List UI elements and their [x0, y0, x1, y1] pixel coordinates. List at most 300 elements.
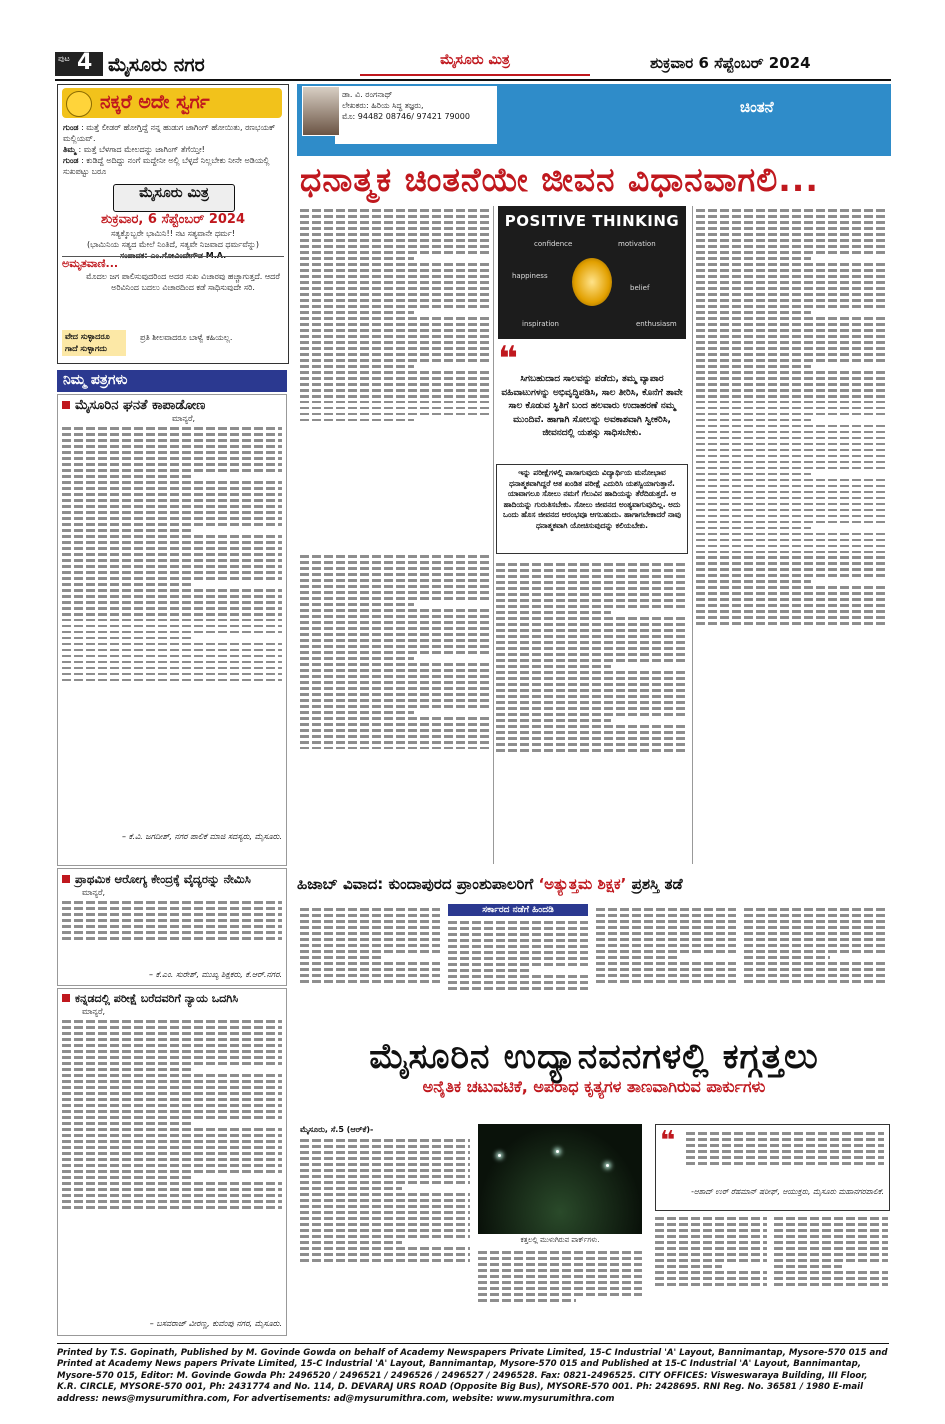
image-word: inspiration	[522, 320, 559, 328]
text-line	[62, 463, 282, 466]
text-line	[655, 1217, 767, 1220]
text-line	[62, 475, 194, 478]
article-body-col1	[300, 206, 490, 546]
letter-body	[62, 1017, 282, 1319]
text-line	[744, 950, 888, 953]
letter-signature: – ಕೆ.ವಿ. ಜಗದೀಶ್, ನಗರ ಪಾಲಿಕೆ ಮಾಜಿ ಸದಸ್ಯರು, ಮೈಸೂರು.	[122, 832, 282, 841]
gardens-dateline: ಮೈಸೂರು, ಸೆ.5 (ಆರ್‌ಕೆ)-	[300, 1125, 374, 1134]
text-line	[596, 968, 736, 971]
text-line	[300, 591, 490, 594]
joke-row	[63, 144, 283, 155]
text-line	[496, 635, 688, 638]
text-line	[62, 1176, 194, 1179]
gardens-body-col3	[655, 1214, 767, 1336]
text-line	[496, 629, 688, 632]
text-line	[696, 329, 888, 332]
text-line	[478, 1281, 642, 1284]
text-line	[696, 610, 888, 613]
text-line	[655, 1241, 767, 1244]
text-line	[62, 673, 282, 676]
hijab-subhead	[448, 904, 588, 916]
masthead-date: ಶುಕ್ರವಾರ, 6 ಸೆಪ್ಟೆಂಬರ್ 2024	[100, 212, 246, 227]
text-line	[62, 1200, 282, 1203]
joke-speaker: ತಿಮ್ಮ	[63, 145, 76, 154]
text-line	[744, 956, 830, 959]
text-line	[62, 523, 282, 526]
text-line	[62, 1146, 282, 1149]
text-line	[300, 323, 490, 326]
text-line	[496, 713, 688, 716]
text-line	[62, 1068, 194, 1071]
text-line	[62, 931, 282, 934]
text-line	[300, 974, 440, 977]
amritavani-box	[62, 256, 284, 317]
text-line	[744, 938, 888, 941]
text-line	[300, 365, 414, 368]
proverb-box	[62, 330, 284, 358]
lamp-icon	[556, 1150, 559, 1153]
text-line	[696, 359, 888, 362]
hijab-subhead-text: ಸರ್ಕಾರದ ನಡೆಗೆ ಹಿಂದಡಿ	[448, 904, 588, 916]
text-line	[62, 481, 282, 484]
letter-3	[57, 988, 287, 1336]
text-line	[496, 731, 688, 734]
lamp-icon	[606, 1164, 609, 1167]
text-line	[496, 617, 688, 620]
text-line	[686, 1138, 884, 1141]
letter-salutation: ಮಾನ್ಯರೆ,	[82, 1007, 106, 1016]
text-line	[696, 598, 888, 601]
text-line	[62, 457, 282, 460]
text-line	[496, 653, 688, 656]
hijab-headline	[297, 875, 891, 899]
park-photo-caption: ಕತ್ತಲಲ್ಲಿ ಮುಳುಗಿರುವ ಪಾರ್ಕ್‌ಗಳು.	[520, 1236, 600, 1244]
text-line	[62, 505, 282, 508]
text-line	[300, 1169, 470, 1172]
letter-body	[62, 898, 282, 970]
text-line	[300, 383, 490, 386]
text-line	[596, 974, 736, 977]
text-line	[300, 681, 490, 684]
text-line	[62, 619, 282, 622]
text-line	[62, 1170, 282, 1173]
text-line	[696, 281, 888, 284]
text-line	[774, 1217, 888, 1220]
commissioner-quote-body	[686, 1129, 884, 1187]
text-line	[448, 945, 588, 948]
text-line	[300, 293, 490, 296]
quote-mark-icon: ❝	[498, 339, 518, 379]
text-line	[300, 413, 490, 416]
text-line	[696, 551, 888, 554]
text-line	[300, 1217, 470, 1220]
joke-row	[63, 122, 283, 144]
text-line	[300, 645, 490, 648]
text-line	[478, 1263, 642, 1266]
text-line	[300, 980, 440, 983]
text-line	[62, 1164, 282, 1167]
text-line	[774, 1241, 888, 1244]
text-line	[300, 281, 490, 284]
text-line	[300, 675, 490, 678]
text-line	[300, 407, 490, 410]
text-line	[300, 299, 490, 302]
text-line	[448, 927, 588, 930]
text-line	[448, 951, 588, 954]
text-line	[448, 957, 588, 960]
text-line	[300, 651, 490, 654]
letter-signature: – ಕೆ.ಎಂ. ಸುರೇಶ್, ಮುಖ್ಯ ಶಿಕ್ಷಕರು, ಕೆ.ಆರ್.ನಗರ.	[149, 970, 282, 979]
text-line	[496, 737, 688, 740]
letters-banner-title: ನಿಮ್ಮ ಪತ್ರಗಳು	[63, 372, 128, 388]
text-line	[596, 908, 736, 911]
text-line	[696, 353, 888, 356]
image-word: confidence	[534, 240, 573, 248]
text-line	[300, 263, 490, 266]
text-line	[596, 926, 736, 929]
text-line	[696, 323, 888, 326]
commissioner-quote-signature: -ಆಶಾದ್ ಉರ್ ರೆಹಮಾನ್ ಷರೀಫ್, ಆಯುಕ್ತರು, ಮೈಸೂರು ಮಹಾನಗರಪಾಲಿಕೆ.	[691, 1187, 884, 1196]
text-line	[62, 1026, 282, 1029]
text-line	[300, 717, 490, 720]
text-line	[62, 1032, 282, 1035]
gardens-subhead: ಅನೈತಿಕ ಚಟುವಟಿಕೆ, ಅಪರಾಧ ಕೃತ್ಯಗಳ ತಾಣವಾಗಿರುವ ಪಾರ್ಕುಗಳು	[422, 1077, 766, 1096]
page-number-box	[55, 52, 103, 76]
text-line	[300, 1229, 470, 1232]
text-line	[300, 657, 414, 660]
text-line	[496, 671, 688, 674]
text-line	[696, 485, 888, 488]
text-line	[62, 529, 194, 532]
text-line	[696, 556, 888, 559]
text-line	[300, 1235, 470, 1238]
text-line	[62, 1098, 282, 1101]
text-line	[62, 1140, 282, 1143]
text-line	[62, 901, 282, 904]
text-line	[596, 950, 736, 953]
hijab-body-col3	[596, 905, 736, 1033]
text-line	[62, 541, 282, 544]
text-line	[62, 517, 282, 520]
text-line	[744, 980, 888, 983]
text-line	[62, 547, 282, 550]
text-line	[300, 1139, 470, 1142]
text-line	[62, 1050, 282, 1053]
text-line	[696, 395, 888, 398]
text-line	[744, 920, 888, 923]
text-line	[300, 609, 490, 612]
text-line	[696, 491, 888, 494]
text-line	[62, 571, 282, 574]
text-line	[62, 1194, 282, 1197]
text-line	[300, 627, 490, 630]
text-line	[478, 1269, 642, 1272]
text-line	[655, 1253, 767, 1256]
article-headline: ಧನಾತ್ಮಕ ಚಿಂತನೆಯೇ ಜೀವನ ವಿಧಾನವಾಗಲಿ...	[300, 160, 819, 199]
lamp-icon	[498, 1154, 501, 1157]
text-line	[496, 719, 611, 722]
text-line	[655, 1265, 722, 1268]
proverb-label: ವೇದ ಸುಳ್ಳಾದರೂ ಗಾದೆ ಸುಳ್ಳಾಗದು	[62, 330, 126, 356]
text-line	[696, 377, 888, 380]
text-line	[300, 1253, 470, 1256]
text-line	[62, 1188, 282, 1191]
text-line	[596, 914, 736, 917]
text-line	[696, 592, 888, 595]
text-line	[696, 461, 888, 464]
text-line	[300, 567, 490, 570]
header-date: ಶುಕ್ರವಾರ 6 ಸೆಪ್ಟೆಂಬರ್ 2024	[650, 54, 811, 72]
text-line	[62, 613, 282, 616]
text-line	[300, 287, 490, 290]
text-line	[300, 1187, 402, 1190]
article-body-col3	[696, 206, 888, 864]
text-line	[62, 1044, 282, 1047]
letter-salutation: ಮಾನ್ಯರೆ,	[82, 888, 106, 897]
text-line	[62, 553, 282, 556]
text-line	[696, 586, 888, 589]
joke-line: : ಕುಡಿದ್ದೆ ಅದಿದ್ದು ನಂಗೆ ಮದ್ದೇನೀ ಅಲ್ಲಿ ಬೆಳ್ಳದೆ ನಿಲ್ಲಬೇಕು ನೀನೇ ಅಡಿಯಲ್ಲಿ ಸುಖಪಟ್ಟು ಬರೂ	[63, 156, 270, 176]
gardens-body-col1	[300, 1136, 470, 1336]
text-line	[686, 1144, 884, 1147]
text-line	[696, 257, 811, 260]
text-line	[300, 711, 414, 714]
text-line	[300, 561, 490, 564]
image-title: POSITIVE THINKING	[504, 212, 680, 230]
text-line	[62, 427, 282, 430]
text-line	[696, 287, 888, 290]
text-line	[696, 443, 888, 446]
gardens-body-col2	[478, 1248, 642, 1336]
text-line	[62, 1116, 282, 1119]
text-line	[496, 641, 688, 644]
footer-rule	[57, 1343, 889, 1344]
text-line	[62, 493, 282, 496]
text-line	[300, 723, 490, 726]
text-line	[300, 938, 440, 941]
text-line	[300, 1163, 470, 1166]
text-line	[300, 944, 440, 947]
image-word: motivation	[618, 240, 656, 248]
text-line	[448, 975, 588, 978]
text-line	[774, 1247, 888, 1250]
text-line	[774, 1235, 888, 1238]
page-label: ಪುಟ	[58, 54, 70, 63]
text-line	[62, 1158, 282, 1161]
text-line	[696, 227, 888, 230]
text-line	[744, 926, 888, 929]
text-line	[300, 305, 490, 308]
text-line	[496, 677, 688, 680]
text-line	[300, 615, 490, 618]
text-line	[300, 329, 490, 332]
letter-title	[62, 398, 282, 413]
text-line	[62, 907, 282, 910]
text-line	[300, 579, 490, 582]
text-line	[496, 689, 688, 692]
text-line	[744, 932, 888, 935]
text-line	[696, 521, 888, 524]
hijab-headline-highlight: ‘ಅತ್ಯುತ್ತಮ ಶಿಕ್ಷಕ’	[538, 875, 627, 893]
text-line	[496, 665, 611, 668]
text-line	[696, 515, 888, 518]
text-line	[62, 445, 282, 448]
text-line	[496, 743, 688, 746]
text-line	[696, 299, 888, 302]
text-line	[696, 425, 888, 428]
letter-signature: – ಬಸವರಾಜ್ ವೀರಣ್ಣ, ಕುವೆಂಪು ನಗರ, ಮೈಸೂರು.	[149, 1319, 282, 1328]
letter-2	[57, 868, 287, 986]
text-line	[774, 1229, 888, 1232]
image-word: enthusiasm	[636, 320, 677, 328]
text-line	[696, 562, 888, 565]
text-line	[774, 1265, 842, 1268]
text-line	[300, 209, 490, 212]
letter-salutation: ಮಾನ್ಯರೆ,	[172, 414, 196, 423]
text-line	[496, 575, 688, 578]
text-line	[596, 944, 736, 947]
text-line	[496, 695, 688, 698]
text-line	[696, 449, 888, 452]
text-line	[300, 401, 490, 404]
article-body-col1b	[300, 552, 490, 864]
text-line	[300, 1151, 470, 1154]
text-line	[696, 293, 888, 296]
author-info	[342, 89, 470, 122]
text-line	[496, 587, 688, 590]
text-line	[696, 574, 888, 577]
text-line	[300, 371, 490, 374]
text-line	[696, 616, 888, 619]
text-line	[696, 209, 888, 212]
text-line	[62, 499, 282, 502]
text-line	[496, 647, 688, 650]
text-line	[300, 239, 490, 242]
letter-title-text: ಕನ್ನಡದಲ್ಲಿ ಪರೀಕ್ಷೆ ಬರೆದವರಿಗೆ ನ್ಯಾಯ ಒದಗಿಸಿ	[75, 992, 239, 1005]
text-line	[62, 1134, 282, 1137]
text-line	[62, 625, 282, 628]
text-line	[744, 962, 888, 965]
text-line	[655, 1259, 767, 1262]
text-line	[300, 227, 490, 230]
text-line	[300, 1211, 470, 1214]
gardens-headline: ಮೈಸೂರಿನ ಉದ್ಯಾನವನಗಳಲ್ಲಿ ಕಗ್ಗತ್ತಲು	[369, 1037, 819, 1077]
text-line	[62, 577, 282, 580]
text-line	[655, 1271, 767, 1274]
text-line	[696, 347, 888, 350]
text-line	[696, 568, 888, 571]
text-line	[448, 921, 588, 924]
text-line	[62, 451, 282, 454]
text-line	[62, 1092, 282, 1095]
text-line	[496, 701, 688, 704]
text-line	[696, 365, 811, 368]
boxed-quote	[496, 464, 688, 554]
text-line	[300, 311, 414, 314]
text-line	[496, 683, 688, 686]
image-word: happiness	[512, 272, 548, 280]
laughing-face-icon	[66, 91, 92, 117]
author-role: ಲೇಖಕರು: ಹಿರಿಯ ಸಿದ್ಧ ತಜ್ಞರು,	[342, 101, 424, 110]
motto-line: ಸತ್ಯಕ್ಕೊಬ್ಬರೇ ಭಾಮಿನಿ!! ನಟ ಸತ್ಯವಾನೇ ಧರ್ಮ!	[111, 229, 235, 238]
text-line	[62, 595, 282, 598]
text-line	[696, 497, 888, 500]
text-line	[300, 359, 490, 362]
text-line	[300, 968, 440, 971]
text-line	[300, 353, 490, 356]
text-line	[62, 637, 194, 640]
text-line	[300, 705, 490, 708]
text-line	[496, 749, 688, 752]
text-line	[696, 239, 888, 242]
text-line	[496, 659, 688, 662]
text-line	[696, 221, 888, 224]
text-line	[774, 1283, 888, 1286]
text-line	[448, 987, 588, 990]
header-rule	[55, 79, 891, 81]
text-line	[696, 527, 811, 530]
text-line	[696, 604, 888, 607]
text-line	[478, 1287, 642, 1290]
text-line	[696, 473, 811, 476]
pull-quote-text: ಸಿಗಬಹುದಾದ ಸಾಲವನ್ನು ಪಡೆದು, ತಮ್ಮ ವ್ಯಾಪಾರ ವಹಿವಾಟುಗಳನ್ನು ಅಭಿವೃದ್ಧಿಪಡಿಸಿ, ಸಾಲ ತೀರಿಸಿ, ಕೊನೆಗೆ ತಾವೇ ಸಾಲ ಕೊಡುವ ಸ್ಥಿತಿಗೆ ಬಂದ ಹಲವಾರು ಉದಾಹರಣೆ ನಮ್ಮ ಮುಂದಿವೆ. ಹಾಗಾಗಿ ಸೋಲನ್ನು ಅವಕಾಶವಾಗಿ ಸ್ವೀಕರಿಸಿ, ಜೀವನದಲ್ಲಿ ಯಶಸ್ಸು ಸಾಧಿಸಬೇಕು.	[501, 374, 683, 438]
text-line	[62, 469, 282, 472]
text-line	[655, 1235, 767, 1238]
column-divider	[493, 206, 494, 864]
text-line	[300, 663, 490, 666]
text-line	[596, 932, 736, 935]
text-line	[686, 1156, 884, 1159]
text-line	[300, 573, 490, 576]
text-line	[696, 509, 888, 512]
author-photo	[302, 86, 340, 136]
text-line	[62, 661, 282, 664]
text-line	[62, 511, 282, 514]
text-line	[696, 335, 888, 338]
text-line	[62, 439, 282, 442]
joke-rows	[63, 122, 283, 177]
text-line	[696, 580, 811, 583]
boxed-quote-text: ಇನ್ನು ಪರೀಕ್ಷೆಗಳಲ್ಲಿ ಪಾಸಾಗುವುದು ವಿದ್ಯಾರ್ಥಿಯ ಮನೋಭಾವ ಧನಾತ್ಮಕವಾಗಿದ್ದರೆ ಆತ ಖಂಡಿತ ಪರೀಕ್ಷೆ ಎದುರಿಸಿ ಯಶಸ್ವಿಯಾಗುತ್ತಾನೆ. ಯಾವಾಗಲೂ ಸೋಲು ನಮಗೆ ಗೆಲುವಿನ ಹಾದಿಯನ್ನು ತೆರೆದಿಡುತ್ತದೆ. ಆ ಹಾದಿಯನ್ನು ಗುರುತಿಸಬೇಕು. ಸೋಲು ಜೀವನದ ಅಂತ್ಯವಾಗುವುದಿಲ್ಲ. ಅದು ಒಂದು ಹೊಸ ಜೀವನದ ಆರಂಭವೂ ಆಗಬಹುದು. ಹಾಗಾಗಬೇಕಾದರೆ ನಾವು ಧನಾತ್ಮಕವಾಗಿ ಯೋಚಿಸುವುದನ್ನು ಕಲಿಯಬೇಕು.	[502, 468, 681, 530]
text-line	[62, 589, 282, 592]
text-line	[496, 581, 688, 584]
text-line	[300, 926, 440, 929]
text-line	[62, 631, 282, 634]
text-line	[696, 341, 888, 344]
letter-1	[57, 394, 287, 866]
text-line	[300, 275, 490, 278]
text-line	[696, 431, 888, 434]
text-line	[478, 1293, 642, 1296]
printer-imprint: Printed by T.S. Gopinath, Published by M. Govinde Gowda on behalf of Academy Newspapers Private Limited, 15-C Industrial 'A' Layout, Bannimantap, Mysore-570 015 and Printed at Academy News papers Private Limited, 15-C Industrial 'A' Layout, Bannimantap, Mysore-570 015 and Published at 15-C Industrial 'A' Layout, Bannimantap, Mysore-570 015, Editor: M. Govinde Gowda Ph: 2496520 / 2496521 / 2496526 / 2496527 / 2496528. Fax: 0821-2496525. CITY OFFICES: Visweswaraya Building, III Floor, K.R. CIRCLE, MYSORE-570 001, Ph: 2431774 and No. 114, D. DEVARAJ URS ROAD (Opposite Big Bus), MYSORE-570 001. Ph: 2428695. RNI Reg. No. 36581 / 1980 E-mail address: news@mysurumithra.com, For advertisements: ad@mysurumithra.com, website: www.mysurumithra.com	[57, 1348, 888, 1404]
text-line	[696, 622, 888, 625]
text-line	[496, 599, 688, 602]
text-line	[62, 649, 282, 652]
motto-line: (ಭಾಮಿನಿಯ ಸತ್ಯದ ಮೇಲೆ ನಿಂತಿದೆ, ಸತ್ಯವೇ ನಿಜವಾದ ಧರ್ಮವೆನ್ನು)	[87, 240, 259, 249]
text-line	[696, 401, 888, 404]
text-line	[300, 908, 440, 911]
bullet-icon	[62, 401, 70, 409]
text-line	[774, 1277, 888, 1280]
text-line	[62, 535, 282, 538]
author-name: ಡಾ. ವಿ. ರಂಗನಾಥ್	[342, 90, 393, 99]
text-line	[300, 585, 490, 588]
lightbulb-icon	[572, 258, 612, 306]
text-line	[300, 389, 490, 392]
text-line	[696, 479, 888, 482]
letter-title	[62, 992, 282, 1006]
text-line	[62, 925, 282, 928]
